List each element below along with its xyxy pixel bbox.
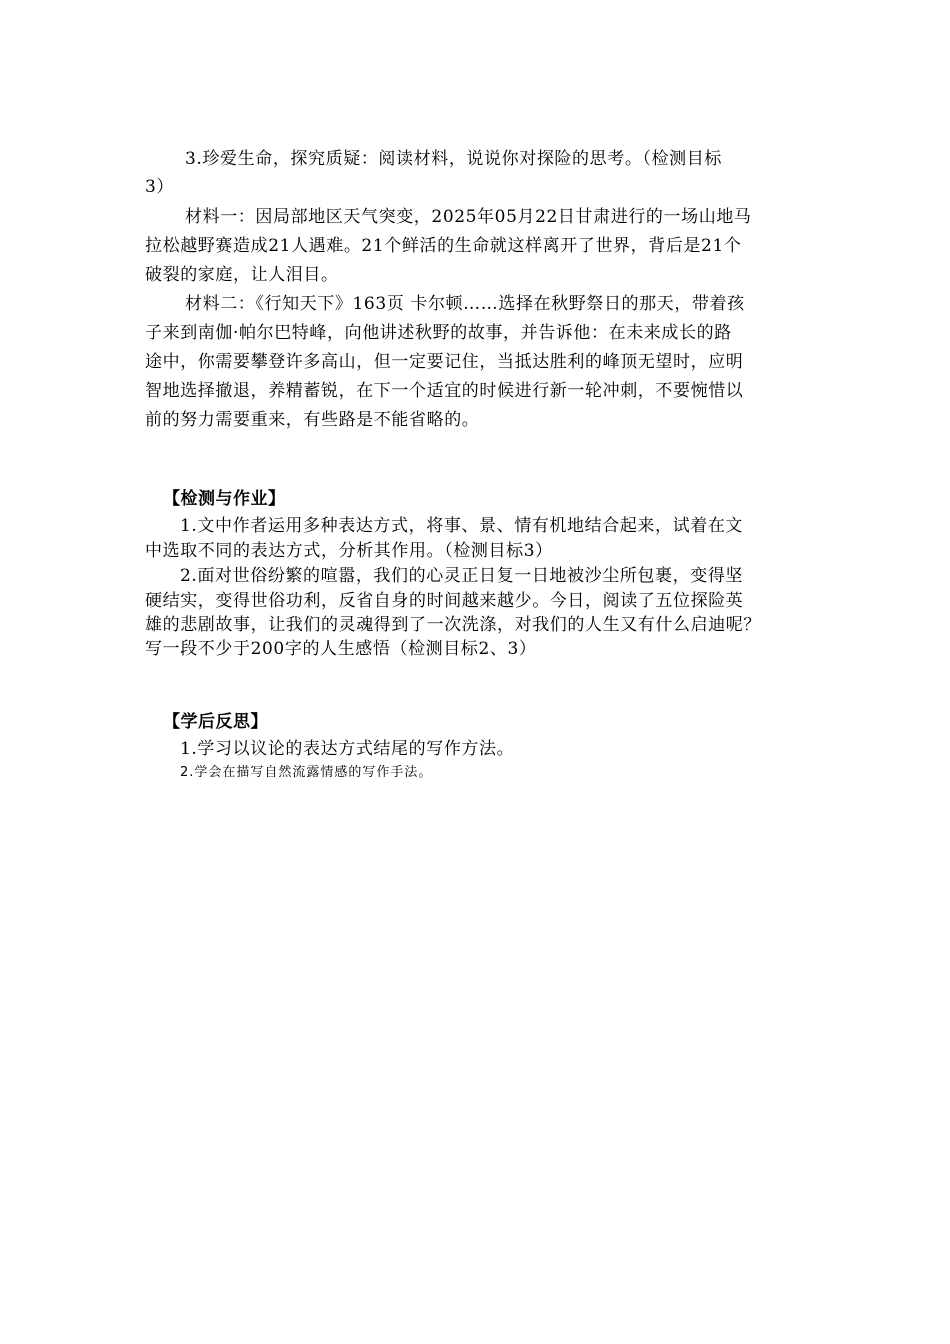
material-two-line-2: 子来到南伽·帕尔巴特峰，向他讲述秋野的故事，并告诉他：在未来成长的路	[145, 323, 732, 343]
homework-item-2-line-3: 雄的悲剧故事，让我们的灵魂得到了一次洗涤，对我们的人生又有什么启迪呢？	[145, 615, 761, 635]
reflection-item-1: 1.学习以议论的表达方式结尾的写作方法。	[180, 739, 515, 759]
homework-item-2-line-1: 2.面对世俗纷繁的喧嚣，我们的心灵正日复一日地被沙尘所包裹，变得坚	[180, 566, 744, 586]
material-one-line-2: 拉松越野赛造成21人遇难。21个鲜活的生命就这样离开了世界，背后是21个	[145, 236, 742, 256]
practice-question-line-2: 3）	[145, 177, 175, 197]
practice-question-line-1: 3.珍爱生命，探究质疑：阅读材料，说说你对探险的思考。（检测目标	[185, 149, 722, 169]
material-one-line-3: 破裂的家庭，让人泪目。	[145, 265, 339, 285]
material-one-line-1: 材料一：因局部地区天气突变，2025年05月22日甘肃进行的一场山地马	[185, 207, 752, 227]
homework-heading: 【检测与作业】	[163, 489, 286, 509]
material-two-line-5: 前的努力需要重来，有些路是不能省略的。	[145, 410, 480, 430]
material-two-line-3: 途中，你需要攀登许多高山，但一定要记住，当抵达胜利的峰顶无望时，应明	[145, 352, 744, 372]
material-two-line-4: 智地选择撤退，养精蓄锐，在下一个适宜的时候进行新一轮冲刺，不要惋惜以	[145, 381, 744, 401]
material-two-line-1: 材料二：《行知天下》163页 卡尔顿……选择在秋野祭日的那天，带着孩	[185, 294, 745, 314]
reflection-heading: 【学后反思】	[163, 712, 268, 732]
homework-item-2-line-2: 硬结实，变得世俗功利，反省自身的时间越来越少。今日，阅读了五位探险英	[145, 591, 744, 611]
homework-item-1-line-1: 1.文中作者运用多种表达方式，将事、景、情有机地结合起来，试着在文	[180, 516, 744, 536]
homework-item-1-line-2: 中选取不同的表达方式，分析其作用。（检测目标3）	[145, 541, 553, 561]
reflection-item-2: 2.学会在描写自然流露情感的写作手法。	[180, 765, 433, 780]
homework-item-2-line-4: 写一段不少于200字的人生感悟（检测目标2、3）	[145, 639, 537, 659]
